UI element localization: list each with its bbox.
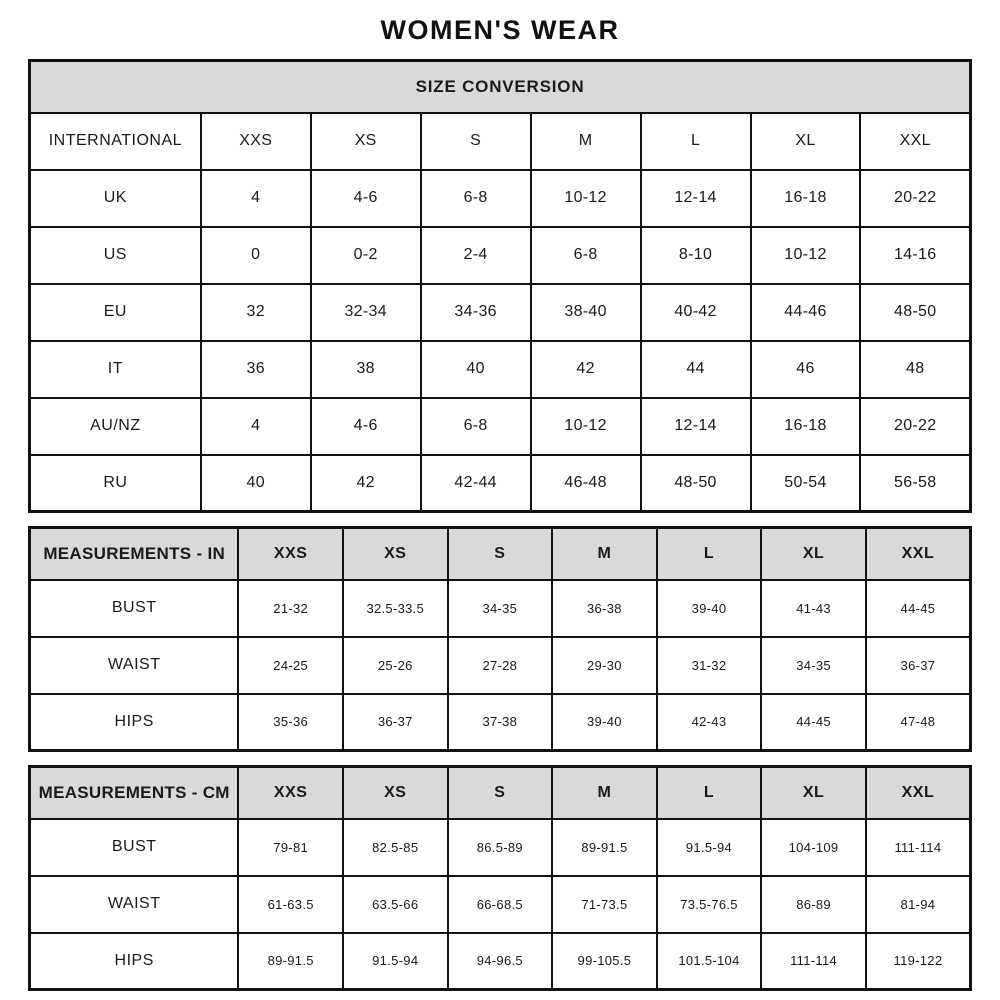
measurements-in-header-row: [30, 528, 971, 580]
cell-value: 20-22: [860, 170, 970, 227]
cell-value: 36-37: [343, 694, 448, 751]
cell-value: 47-48: [866, 694, 971, 751]
cell-value: 81-94: [866, 876, 971, 933]
size-column-header: XL: [761, 528, 866, 580]
cell-value: S: [421, 113, 531, 170]
cell-value: 66-68.5: [448, 876, 553, 933]
cell-value: 12-14: [641, 398, 751, 455]
size-column-header: XS: [343, 528, 448, 580]
table-row: [30, 694, 971, 751]
table-row: [30, 284, 971, 341]
page: [0, 15, 1000, 991]
cell-value: 104-109: [761, 819, 866, 876]
measurements-cm-table: [28, 765, 972, 991]
cell-value: 12-14: [641, 170, 751, 227]
size-column-header: L: [657, 767, 762, 819]
cell-value: 0: [201, 227, 311, 284]
cell-value: 44-46: [751, 284, 861, 341]
row-label: US: [30, 227, 201, 284]
cell-value: 25-26: [343, 637, 448, 694]
measurements-in-table: [28, 526, 972, 752]
size-column-header: L: [657, 528, 762, 580]
table-row: [30, 876, 971, 933]
measurements-cm-header-row: [30, 767, 971, 819]
cell-value: 39-40: [657, 580, 762, 637]
table-row: [30, 637, 971, 694]
table-row: [30, 170, 971, 227]
cell-value: XXL: [860, 113, 970, 170]
cell-value: 42: [531, 341, 641, 398]
cell-value: 10-12: [751, 227, 861, 284]
cell-value: 14-16: [860, 227, 970, 284]
cell-value: XL: [751, 113, 861, 170]
table-row: [30, 227, 971, 284]
row-label: UK: [30, 170, 201, 227]
cell-value: 41-43: [761, 580, 866, 637]
cell-value: 31-32: [657, 637, 762, 694]
row-label: INTERNATIONAL: [30, 113, 201, 170]
table-row: [30, 819, 971, 876]
cell-value: 32: [201, 284, 311, 341]
cell-value: 56-58: [860, 455, 970, 512]
cell-value: 42-44: [421, 455, 531, 512]
table-row: [30, 341, 971, 398]
row-label: RU: [30, 455, 201, 512]
cell-value: 40-42: [641, 284, 751, 341]
cell-value: 40: [421, 341, 531, 398]
row-label: AU/NZ: [30, 398, 201, 455]
table-row: [30, 933, 971, 990]
cell-value: 37-38: [448, 694, 553, 751]
cell-value: 73.5-76.5: [657, 876, 762, 933]
cell-value: 44-45: [866, 580, 971, 637]
cell-value: 79-81: [238, 819, 343, 876]
size-column-header: S: [448, 528, 553, 580]
size-column-header: XXS: [238, 767, 343, 819]
cell-value: 50-54: [751, 455, 861, 512]
size-column-header: XXS: [238, 528, 343, 580]
size-column-header: M: [552, 528, 657, 580]
cell-value: 46: [751, 341, 861, 398]
cell-value: 10-12: [531, 170, 641, 227]
size-column-header: XS: [343, 767, 448, 819]
cell-value: 99-105.5: [552, 933, 657, 990]
cell-value: 32-34: [311, 284, 421, 341]
cell-value: 36-38: [552, 580, 657, 637]
cell-value: 89-91.5: [238, 933, 343, 990]
cell-value: 4-6: [311, 398, 421, 455]
page-title: WOMEN'S WEAR: [380, 15, 620, 45]
size-conversion-banner: SIZE CONVERSION: [30, 61, 971, 113]
cell-value: 4: [201, 398, 311, 455]
cell-value: 82.5-85: [343, 819, 448, 876]
cell-value: 63.5-66: [343, 876, 448, 933]
cell-value: 36: [201, 341, 311, 398]
cell-value: 6-8: [421, 398, 531, 455]
cell-value: 39-40: [552, 694, 657, 751]
cell-value: 48-50: [860, 284, 970, 341]
table-row: [30, 580, 971, 637]
cell-value: XS: [311, 113, 421, 170]
cell-value: 44: [641, 341, 751, 398]
cell-value: 36-37: [866, 637, 971, 694]
cell-value: 21-32: [238, 580, 343, 637]
row-label: BUST: [30, 580, 239, 637]
cell-value: 20-22: [860, 398, 970, 455]
size-column-header: XXL: [866, 528, 971, 580]
cell-value: 6-8: [421, 170, 531, 227]
row-label: HIPS: [30, 933, 239, 990]
cell-value: 61-63.5: [238, 876, 343, 933]
cell-value: 34-35: [448, 580, 553, 637]
cell-value: 16-18: [751, 170, 861, 227]
cell-value: 0-2: [311, 227, 421, 284]
cell-value: 94-96.5: [448, 933, 553, 990]
cell-value: 111-114: [761, 933, 866, 990]
cell-value: 4: [201, 170, 311, 227]
cell-value: 34-35: [761, 637, 866, 694]
cell-value: 42-43: [657, 694, 762, 751]
cell-value: 16-18: [751, 398, 861, 455]
cell-value: 6-8: [531, 227, 641, 284]
measurements-in-header-label: MEASUREMENTS - IN: [30, 528, 239, 580]
cell-value: 2-4: [421, 227, 531, 284]
cell-value: 91.5-94: [343, 933, 448, 990]
cell-value: 86-89: [761, 876, 866, 933]
cell-value: 32.5-33.5: [343, 580, 448, 637]
row-label: BUST: [30, 819, 239, 876]
cell-value: 48-50: [641, 455, 751, 512]
table-row: [30, 455, 971, 512]
cell-value: M: [531, 113, 641, 170]
measurements-cm-header-label: MEASUREMENTS - CM: [30, 767, 239, 819]
cell-value: 91.5-94: [657, 819, 762, 876]
cell-value: 27-28: [448, 637, 553, 694]
cell-value: 24-25: [238, 637, 343, 694]
row-label: HIPS: [30, 694, 239, 751]
cell-value: 29-30: [552, 637, 657, 694]
row-label: EU: [30, 284, 201, 341]
size-column-header: XL: [761, 767, 866, 819]
size-column-header: XXL: [866, 767, 971, 819]
cell-value: 10-12: [531, 398, 641, 455]
table-row: [30, 113, 971, 170]
cell-value: 4-6: [311, 170, 421, 227]
cell-value: 86.5-89: [448, 819, 553, 876]
cell-value: 42: [311, 455, 421, 512]
size-conversion-table: [28, 59, 972, 513]
row-label: WAIST: [30, 637, 239, 694]
cell-value: 38: [311, 341, 421, 398]
cell-value: 89-91.5: [552, 819, 657, 876]
cell-value: L: [641, 113, 751, 170]
cell-value: 34-36: [421, 284, 531, 341]
cell-value: 40: [201, 455, 311, 512]
cell-value: 38-40: [531, 284, 641, 341]
cell-value: 119-122: [866, 933, 971, 990]
cell-value: 44-45: [761, 694, 866, 751]
cell-value: XXS: [201, 113, 311, 170]
table-row: [30, 398, 971, 455]
size-column-header: S: [448, 767, 553, 819]
cell-value: 111-114: [866, 819, 971, 876]
row-label: IT: [30, 341, 201, 398]
cell-value: 48: [860, 341, 970, 398]
cell-value: 35-36: [238, 694, 343, 751]
row-label: WAIST: [30, 876, 239, 933]
cell-value: 8-10: [641, 227, 751, 284]
size-conversion-header-row: [30, 61, 971, 113]
cell-value: 71-73.5: [552, 876, 657, 933]
cell-value: 101.5-104: [657, 933, 762, 990]
size-column-header: M: [552, 767, 657, 819]
cell-value: 46-48: [531, 455, 641, 512]
